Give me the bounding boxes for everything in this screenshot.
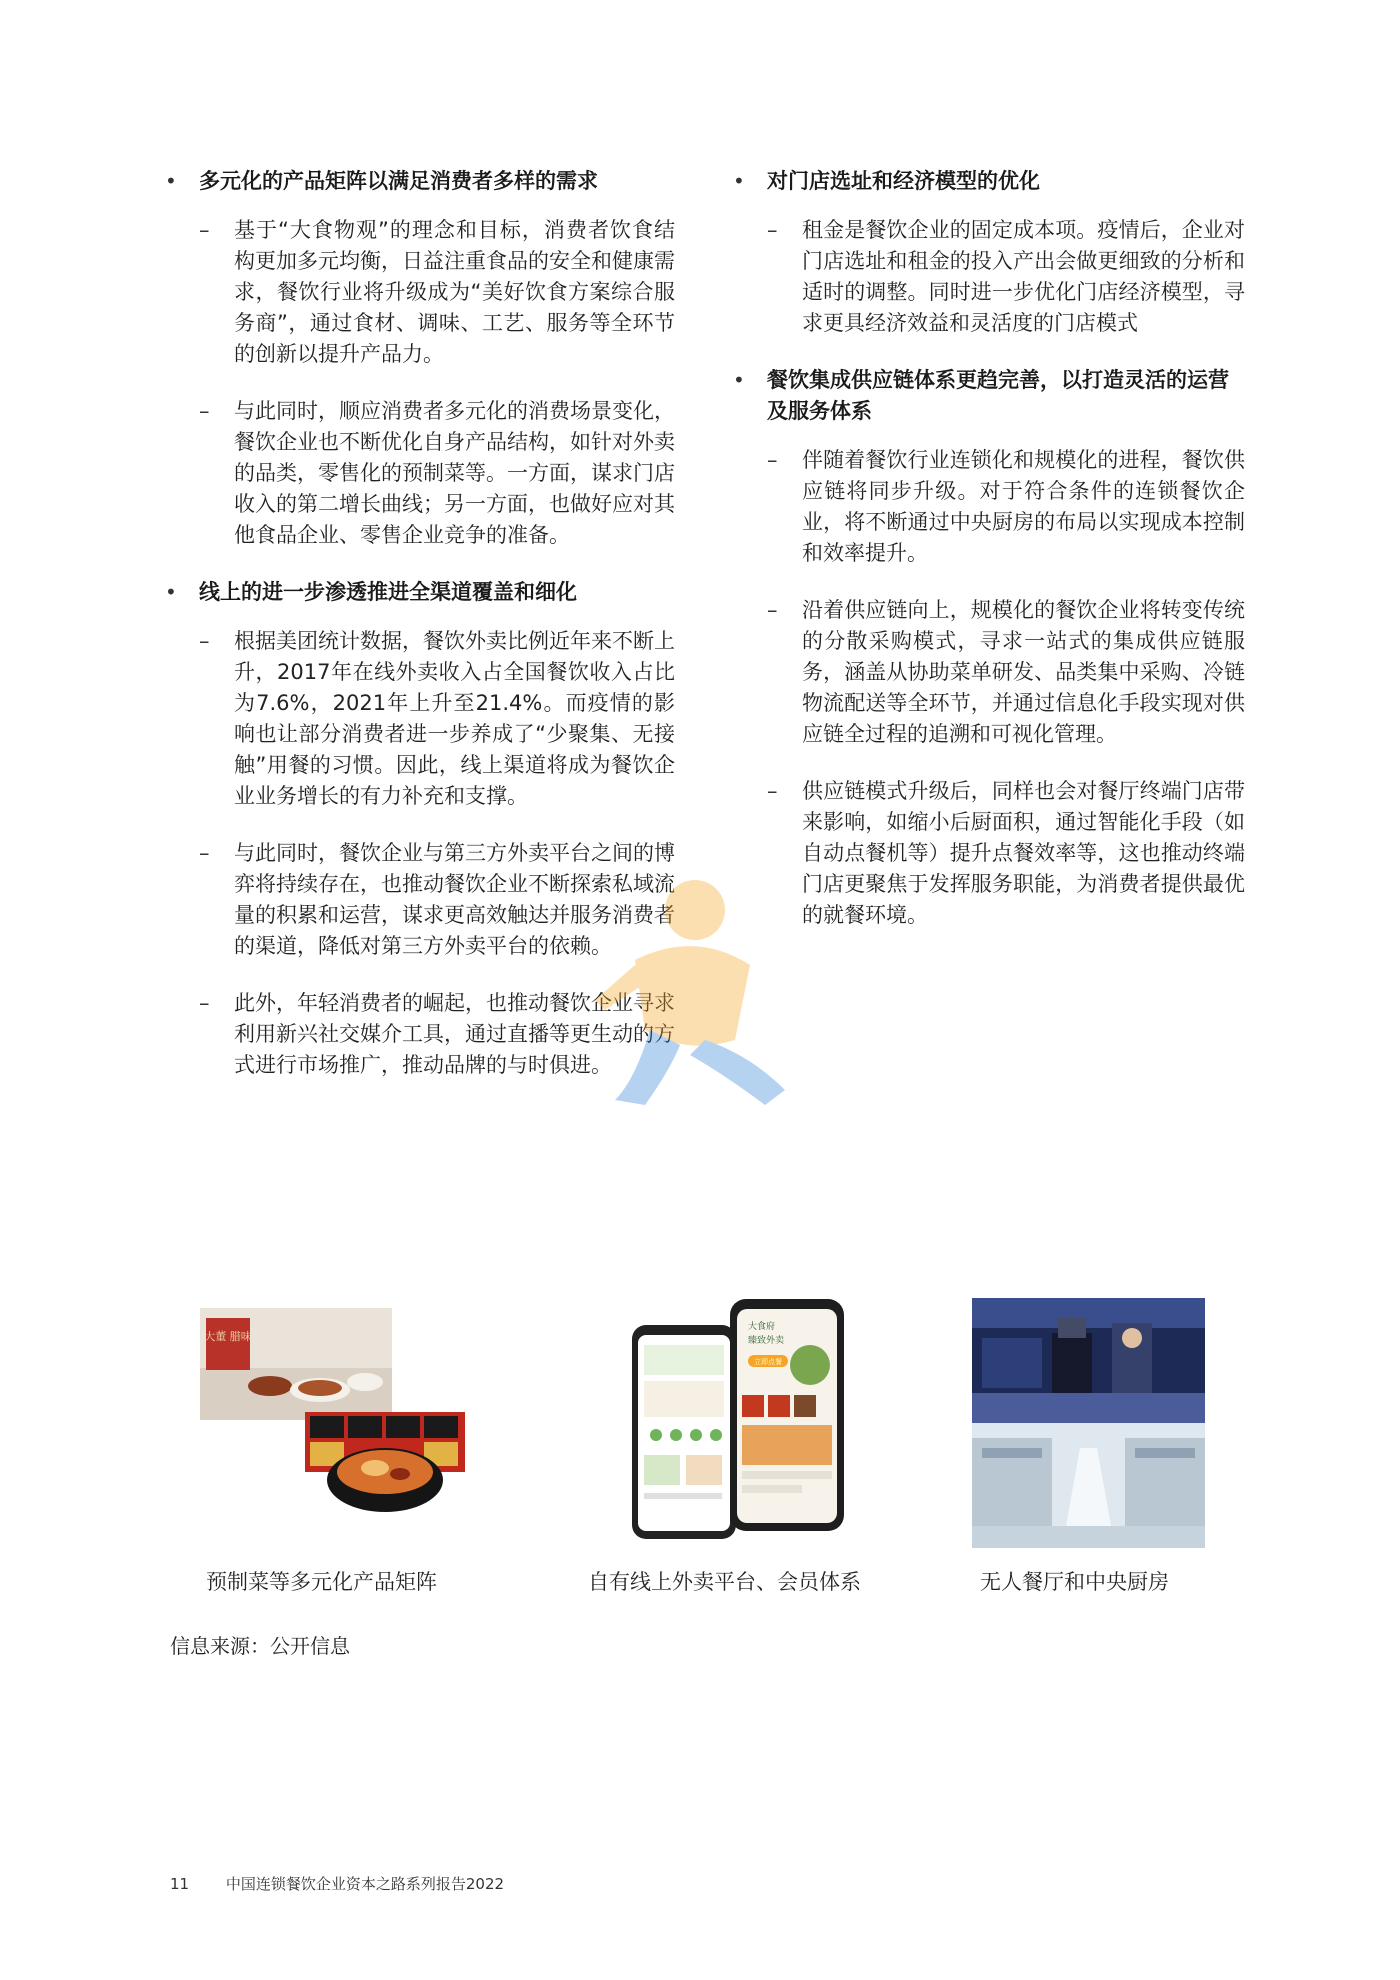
app-caption: 自有线上外卖平台、会员体系 — [588, 1570, 861, 1594]
dash-mark: – — [767, 598, 778, 622]
food-products-image — [200, 1308, 468, 1518]
sub-item-text: 与此同时，餐饮企业与第三方外卖平台之间的博弈将持续存在，也推动餐饮企业不断探索私域流量的积累和运营，谋求更高效触达并服务消费者的渠道，降低对第三方外卖平台的依赖。 — [234, 841, 675, 958]
sub-item — [767, 215, 1245, 339]
kitchen-caption: 无人餐厅和中央厨房 — [980, 1570, 1169, 1594]
bullet-section — [165, 166, 675, 551]
bullet-dot: • — [165, 169, 177, 193]
page-number: 11 — [170, 1875, 190, 1893]
sub-item — [199, 396, 675, 551]
sub-item-text: 根据美团统计数据，餐饮外卖比例近年来不断上升，2017年在线外卖收入占全国餐饮收入占比为7.6%，2021年上升至21.4%。而疫情的影响也让部分消费者进一步养成了“少聚集、无接触”用餐的习惯。因此，线上渠道将成为餐饮企业业务增长的有力补充和支撑。 — [234, 629, 675, 808]
sub-item — [767, 445, 1245, 569]
food-box-label: 大董 腊味 — [204, 1330, 252, 1343]
watermark-figure-icon — [575, 870, 805, 1110]
bullet-dot: • — [733, 368, 745, 392]
bullet-section — [733, 365, 1245, 931]
unmanned-restaurant-kitchen-image — [972, 1298, 1205, 1548]
bullet-dot: • — [733, 169, 745, 193]
source-note: 信息来源：公开信息 — [170, 1634, 350, 1658]
sub-item — [767, 595, 1245, 750]
bullet-section — [733, 166, 1245, 339]
section-heading: 餐饮集成供应链体系更趋完善，以打造灵活的运营及服务体系 — [767, 368, 1229, 423]
section-heading: 线上的进一步渗透推进全渠道覆盖和细化 — [199, 580, 577, 604]
sub-item-text: 与此同时，顺应消费者多元化的消费场景变化，餐饮企业也不断优化自身产品结构，如针对外卖的品类，零售化的预制菜等。一方面，谋求门店收入的第二增长曲线；另一方面，也做好应对其他食品企业、零售企业竞争的准备。 — [234, 399, 675, 547]
sub-item — [199, 626, 675, 812]
delivery-app-phones-image — [630, 1295, 848, 1545]
dash-mark: – — [767, 218, 778, 242]
sub-item-text: 供应链模式升级后，同样也会对餐厅终端门店带来影响，如缩小后厨面积，通过智能化手段（如自动点餐机等）提升点餐效率等，这也推动终端门店更聚焦于发挥服务职能，为消费者提供最优的就餐环境。 — [802, 779, 1245, 927]
sub-item-text: 租金是餐饮企业的固定成本项。疫情后，企业对门店选址和租金的投入产出会做更细致的分析和适时的调整。同时进一步优化门店经济模型，寻求更具经济效益和灵活度的门店模式 — [802, 218, 1245, 335]
dash-mark: – — [199, 629, 210, 653]
sub-item — [199, 215, 675, 370]
sub-item-text: 伴随着餐饮行业连锁化和规模化的进程，餐饮供应链将同步升级。对于符合条件的连锁餐饮企业，将不断通过中央厨房的布局以实现成本控制和效率提升。 — [802, 448, 1245, 565]
page-footer — [170, 1873, 504, 1894]
dash-mark: – — [767, 448, 778, 472]
report-title: 中国连锁餐饮企业资本之路系列报告2022 — [225, 1875, 505, 1893]
sub-item — [767, 776, 1245, 931]
app-screen-label: 臻致外卖 — [748, 1336, 785, 1346]
food-caption: 预制菜等多元化产品矩阵 — [206, 1570, 437, 1594]
dash-mark: – — [767, 779, 778, 803]
section-heading: 对门店选址和经济模型的优化 — [767, 169, 1040, 193]
sub-item-text: 此外，年轻消费者的崛起，也推动餐饮企业寻求利用新兴社交媒介工具，通过直播等更生动的方式进行市场推广，推动品牌的与时俱进。 — [234, 991, 675, 1077]
dash-mark: – — [199, 399, 210, 423]
section-heading: 多元化的产品矩阵以满足消费者多样的需求 — [199, 169, 598, 193]
app-screen-label: 大食府 — [748, 1322, 776, 1332]
sub-item-text: 沿着供应链向上，规模化的餐饮企业将转变传统的分散采购模式，寻求一站式的集成供应链服务，涵盖从协助菜单研发、品类集中采购、冷链物流配送等全环节，并通过信息化手段实现对供应链全过程的追溯和可视化管理。 — [802, 598, 1245, 746]
dash-mark: – — [199, 991, 210, 1015]
sub-item-text: 基于“大食物观”的理念和目标，消费者饮食结构更加多元均衡，日益注重食品的安全和健康需求，餐饮行业将升级成为“美好饮食方案综合服务商”，通过食材、调味、工艺、服务等全环节的创新以提升产品力。 — [234, 218, 675, 366]
dash-mark: – — [199, 841, 210, 865]
right-column — [733, 166, 1245, 957]
dash-mark: – — [199, 218, 210, 242]
app-order-button-label: 立即点餐 — [754, 1358, 782, 1366]
bullet-dot: • — [165, 580, 177, 604]
